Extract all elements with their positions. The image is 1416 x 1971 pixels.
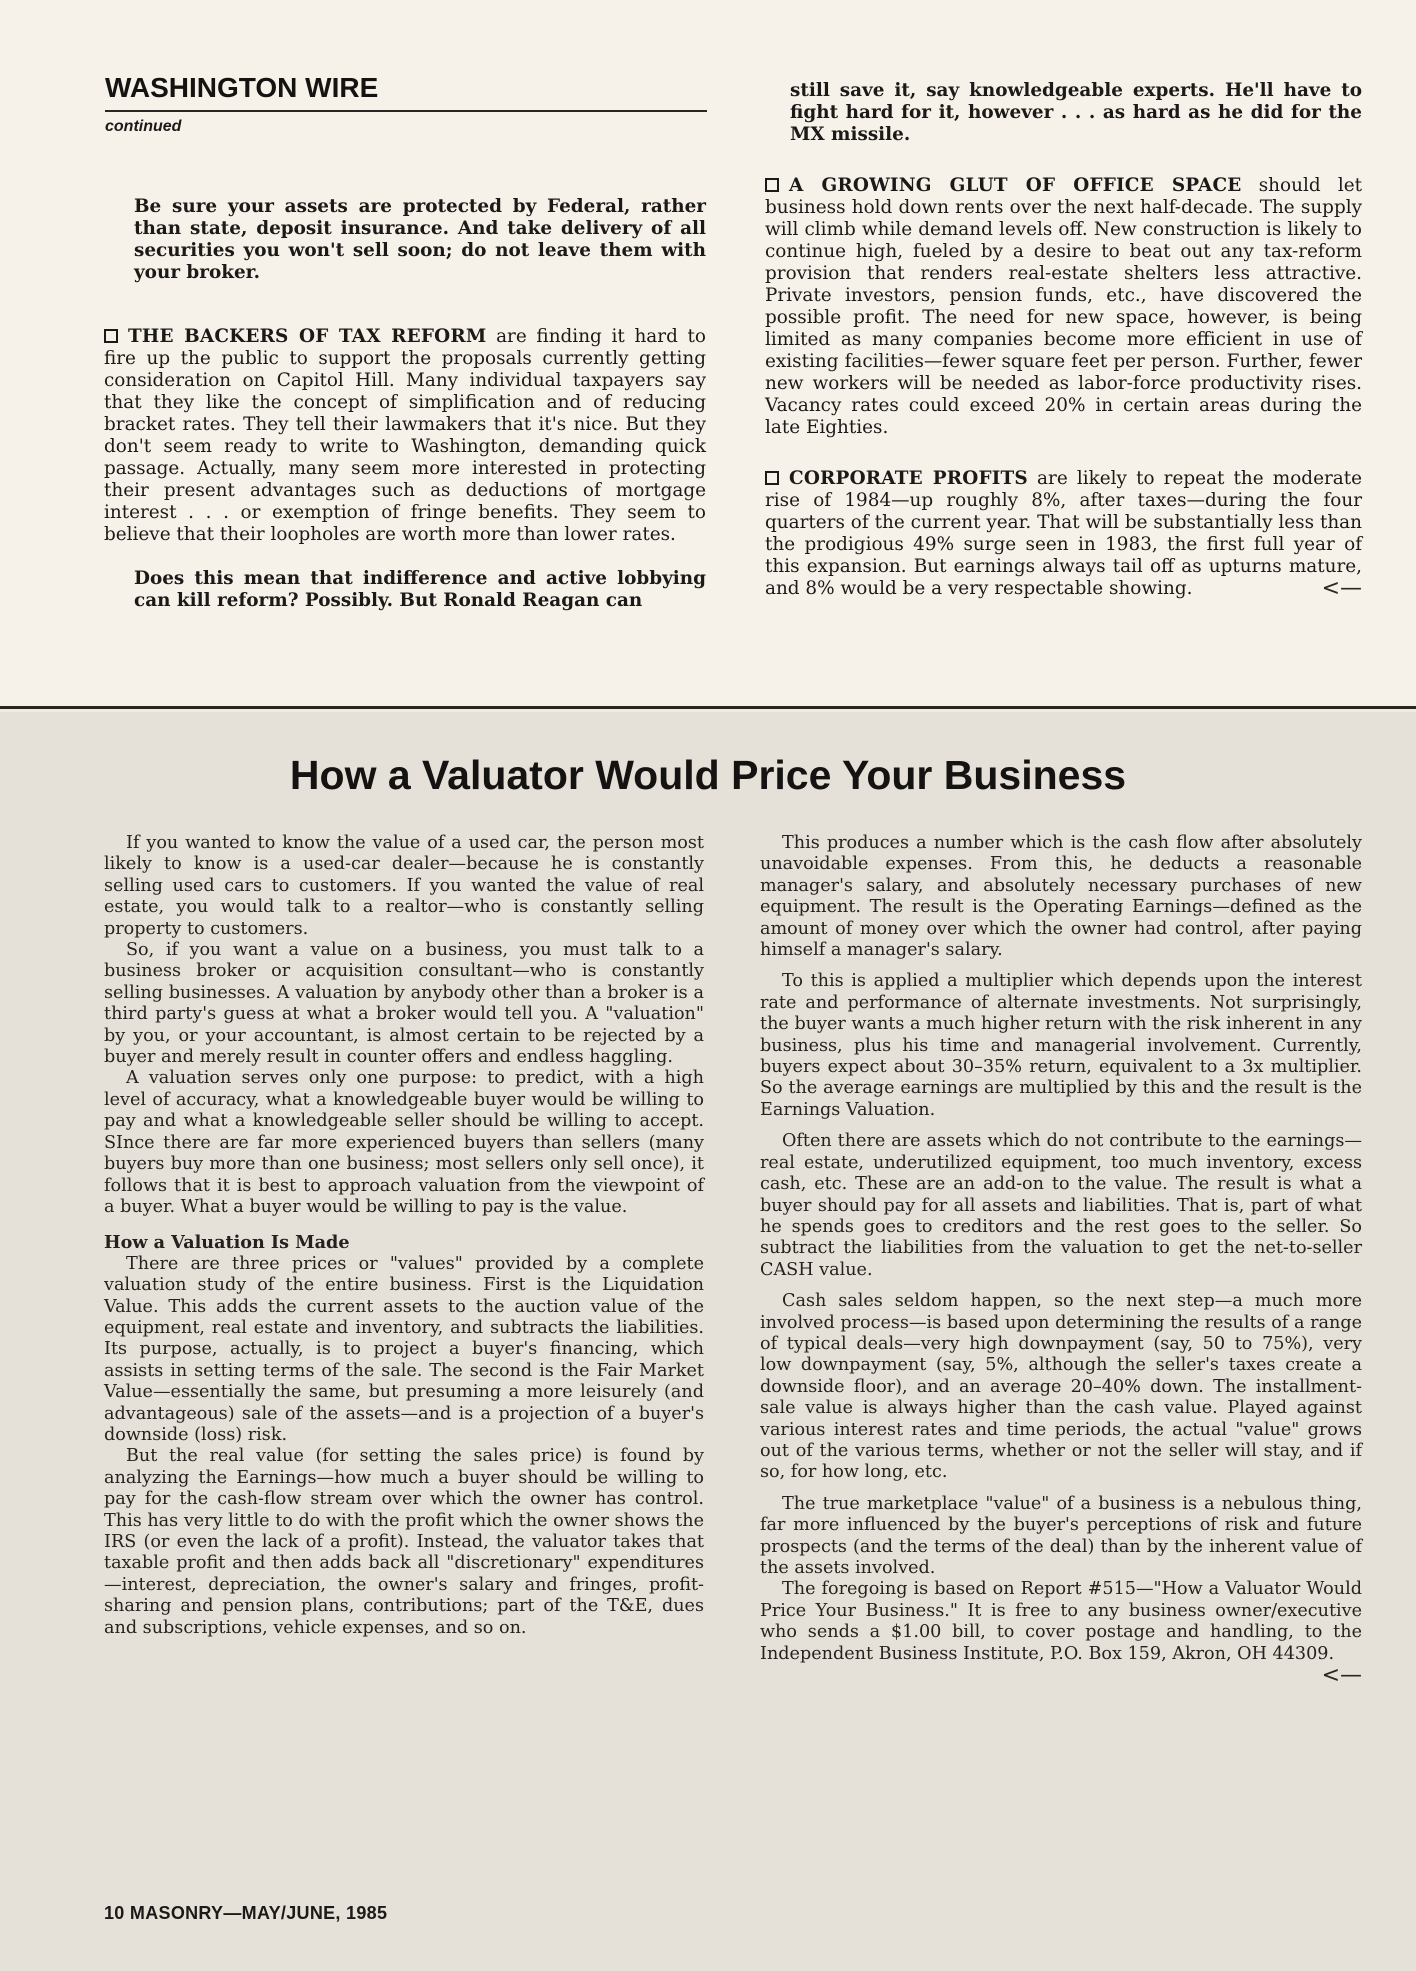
mx-missile-paragraph: still save it, say knowledgeable experts. He'll have to fight hard for it, however . . . as hard as he did for the MX missile.: [790, 80, 1362, 145]
cash-flow-paragraph: This produces a number which is the cash flow after absolutely unavoidable expenses. From this, he deducts a reasonable manager's salary, and absolutely necessary purchases of new equipment. The result is the Operating Earnings—defined as the amount of money over which the owner had control, after paying himself a manager's salary.: [760, 833, 1362, 961]
corporate-profits-heading: CORPORATE PROFITS: [789, 468, 1028, 489]
checkbox-bullet-icon: [765, 471, 779, 485]
valuation-purpose-paragraph: A valuation serves only one purpose: to predict, with a high level of accuracy, what a knowledgeable buyer would be willing to pay and what a knowledgeable seller should be willing to accept. SInce there are far more experienced buyers than sellers (many buyers buy more than one business; most sellers only sell once), it follows that it is best to approach valuation from the viewpoint of a buyer. What a buyer would be willing to pay is the value.: [104, 1068, 704, 1217]
office-space-item: [765, 175, 1362, 439]
corporate-profits-item: [765, 468, 1362, 600]
tax-reform-heading: THE BACKERS OF TAX REFORM: [128, 326, 487, 347]
article-left-column: [104, 833, 704, 1639]
checkbox-bullet-icon: [765, 178, 779, 192]
report-offer-paragraph: [760, 1579, 1362, 1689]
end-mark-icon: <—: [1321, 576, 1362, 601]
checkbox-bullet-icon: [104, 329, 118, 343]
corporate-profits-body: are likely to repeat the moderate rise of 1984—up roughly 8%, after taxes—during the four quarters of the current year. That will be substantially less than the prodigious 49% surge seen in 1983, the first full year of this expansion. But earnings always tail off as upturns mature, and 8% would be a very respectable showing.: [765, 468, 1362, 599]
article-title: How a Valuator Would Price Your Business: [289, 752, 1127, 798]
tax-reform-body: are finding it hard to fire up the public to support the proposals currently getting consideration on Capitol Hill. Many individual taxpayers say that they like the concept of simplification and of reducing bracket rates. They tell their lawmakers that it's nice. But they don't seem ready to write to Washington, demanding quick passage. Actually, many seem more interested in protecting their present advantages such as deductions of mortgage interest . . . or exemption of fringe benefits. They seem to believe that their loopholes are worth more than lower rates.: [104, 326, 706, 545]
business-broker-paragraph: So, if you want a value on a business, you must talk to a business broker or acquisition consultant—who is constantly selling businesses. A valuation by anybody other than a broker is a third party's guess at what a broker would tell you. A "valuation" by you, or your accountant, is almost certain to be rejected by a buyer and merely result in counter offers and endless haggling.: [104, 940, 704, 1068]
lobbying-question: Does this mean that indifference and active lobbying can kill reform? Possibly. But Ronald Reagan can: [134, 568, 706, 611]
wire-right-column: [765, 80, 1362, 601]
office-space-body: should let business hold down rents over the next half-decade. The supply will climb while demand levels off. New construction is likely to continue high, fueled by a desire to beat out any tax-reform provision that renders real-estate shelters less attractive. Private investors, pension funds, etc., have discovered the possible profit. The need for new space, however, is being limited as many companies become more efficient in use of existing facilities—fewer square feet per person. Further, fewer new workers will be needed as labor-force productivity rises. Vacancy rates could exceed 20% in certain areas during the late Eighties.: [765, 175, 1362, 438]
report-offer-text: The foregoing is based on Report #515—"How a Valuator Would Price Your Business." It is free to any business owner/executive who sends a $1.00 bill, to cover postage and handling, to the Independent Business Institute, P.O. Box 159, Akron, OH 44309.: [760, 1579, 1362, 1664]
earnings-paragraph: But the real value (for setting the sales price) is found by analyzing the Earnings—how much a buyer should be willing to pay for the cash-flow stream over which the owner has control. This has very little to do with the profit which the owner shows the IRS (or even the lack of a profit). Instead, the valuator takes that taxable profit and then adds back all "discretionary" expenditures—interest, depreciation, the owner's salary and fringes, profit-sharing and pension plans, contributions; part of the T&E, dues and subscriptions, vehicle expenses, and so on.: [104, 1446, 704, 1638]
page-footer: 10 MASONRY—MAY/JUNE, 1985: [104, 1903, 388, 1923]
office-space-heading: A GROWING GLUT OF OFFICE SPACE: [789, 175, 1242, 196]
article-right-column: [760, 833, 1362, 1687]
end-mark-icon: <—: [1321, 1663, 1362, 1689]
title-rule: [105, 110, 707, 112]
assets-paragraph: Often there are assets which do not contribute to the earnings—real estate, underutilized equipment, too much inventory, excess cash, etc. These are an add-on to the value. The result is what a buyer should pay for all assets and liabilities. That is, part of what he spends goes to creditors and the rest goes to the seller. So subtract the liabilities from the valuation to get the net-to-seller CASH value.: [760, 1131, 1362, 1280]
continued-label: continued: [105, 118, 182, 135]
marketplace-value-paragraph: The true marketplace "value" of a business is a nebulous thing, far more influenced by the buyer's perceptions of risk and future prospects (and the terms of the deal) than by the inherent value of the assets involved.: [760, 1493, 1362, 1578]
column-title: WASHINGTON WIRE: [105, 72, 379, 103]
used-car-paragraph: If you wanted to know the value of a used car, the person most likely to know is a used-car dealer—because he is constantly selling used cars to customers. If you wanted the value of real estate, you would talk to a realtor—who is constantly selling property to customers.: [104, 833, 704, 939]
tax-reform-item: [104, 326, 706, 546]
deposit-insurance-tip: Be sure your assets are protected by Federal, rather than state, deposit insurance. And take delivery of all securities you won't sell soon; do not leave them with your broker.: [134, 196, 706, 283]
multiplier-paragraph: To this is applied a multiplier which depends upon the interest rate and performance of alternate investments. Not surprisingly, the buyer wants a much higher return with the risk inherent in any business, plus his time and managerial involvement. Currently, buyers expect about 30–35% return, equivalent to a 3x multiplier. So the average earnings are multiplied by this and the result is the Earnings Valuation.: [760, 971, 1362, 1120]
subheading: How a Valuation Is Made: [104, 1232, 350, 1254]
wire-left-column: [104, 196, 706, 612]
three-values-paragraph: There are three prices or "values" provided by a complete valuation study of the entire business. First is the Liquidation Value. This adds the current assets to the auction value of the equipment, real estate and inventory, and subtracts the liabilities. Its purpose, actually, is to project a buyer's financing, which assists in setting terms of the sale. The second is the Fair Market Value—essentially the same, but presuming a more leisurely (and advantageous) sale of the assets—and is a projection of a buyer's downside (loss) risk.: [104, 1253, 704, 1445]
section-divider: [0, 706, 1416, 709]
cash-sales-paragraph: Cash sales seldom happen, so the next step—a much more involved process—is based upon determining the results of a range of typical deals—very high downpayment (say, 50 to 75%), very low downpayment (say, 5%, although the seller's taxes create a downside floor), and an average 20–40% down. The installment-sale value is always higher than the cash value. Played against various interest rates and time periods, the actual "value" grows out of the various terms, whether or not the seller will stay, and if so, for how long, etc.: [760, 1291, 1362, 1483]
